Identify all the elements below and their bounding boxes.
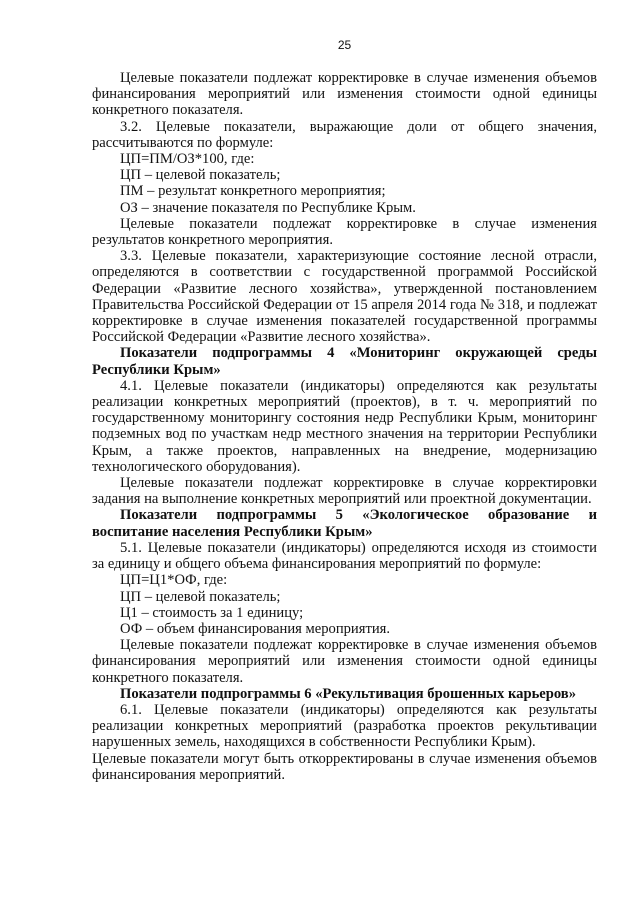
formula-definition: ОЗ – значение показателя по Республике Крым.	[120, 199, 416, 216]
formula-line: ЦП=ПМ/ОЗ*100, где:	[120, 151, 255, 168]
section-heading-subprogram-6: Показатели подпрограммы 6 «Рекультивация брошенных карьеров»	[120, 685, 576, 702]
paragraph-5-1: 5.1. Целевые показатели (индикаторы) определяются исходя из стоимости за единицу и общего объема финансирования мероприятий по формуле:	[92, 539, 597, 573]
paragraph-result-correction: Целевые показатели подлежат корректировке в случае изменения результатов конкретного мероприятия.	[92, 215, 597, 249]
paragraph-6-1: 6.1. Целевые показатели (индикаторы) определяются как результаты реализации конкретных мероприятий (разработка проектов рекультивации нарушенных земель, находящихся в собственности Республики Крым).	[92, 701, 597, 751]
paragraph-funding-correction: Целевые показатели подлежат корректировке в случае изменения объемов финансирования мероприятий или изменения стоимости одной единицы конкретного показателя.	[92, 70, 597, 119]
paragraph-task-correction: Целевые показатели подлежат корректировке в случае корректировки задания на выполнение конкретных мероприятий или проектной документации.	[92, 475, 597, 508]
formula-line: ЦП=Ц1*ОФ, где:	[120, 572, 228, 589]
formula-definition: Ц1 – стоимость за 1 единицу;	[120, 604, 304, 621]
page-number: 25	[337, 38, 352, 52]
formula-definition: ЦП – целевой показатель;	[120, 167, 281, 184]
paragraph-4-1: 4.1. Целевые показатели (индикаторы) определяются как результаты реализации конкретных мероприятий (проектов), в т. ч. мероприятий по государственному мониторингу состояния недр Республики Крым, мониторинг подземных вод по участкам недр местного значения на территории Республики Крым, а также проектов, направленных на внедрение, модернизацию технологического оборудования).	[92, 377, 597, 475]
paragraph-3-2: 3.2. Целевые показатели, выражающие доли от общего значения, рассчитываются по формуле:	[92, 118, 597, 151]
formula-definition: ОФ – объем финансирования мероприятия.	[120, 620, 390, 637]
section-heading-subprogram-5: Показатели подпрограммы 5 «Экологическое образование и воспитание населения Республики Крым»	[92, 507, 597, 540]
formula-definition: ЦП – целевой показатель;	[120, 588, 281, 605]
formula-definition: ПМ – результат конкретного мероприятия;	[120, 183, 386, 200]
document-body	[92, 70, 597, 783]
paragraph-final: Целевые показатели могут быть откорректированы в случае изменения объемов финансирования мероприятий.	[92, 750, 597, 783]
paragraph-funding-correction: Целевые показатели подлежат корректировке в случае изменения объемов финансирования мероприятий или изменения стоимости одной единицы конкретного показателя.	[92, 637, 597, 686]
section-heading-subprogram-4: Показатели подпрограммы 4 «Мониторинг окружающей среды Республики Крым»	[92, 345, 597, 378]
paragraph-3-3: 3.3. Целевые показатели, характеризующие состояние лесной отрасли, определяются в соответствии с государственной программой Российской Федерации «Развитие лесного хозяйства», утвержденной постановлением Правительства Российской Федерации от 15 апреля 2014 года № 318, и подлежат корректировке в случае изменения показателей государственной программы Российской Федерации «Развитие лесного хозяйства».	[92, 248, 597, 346]
